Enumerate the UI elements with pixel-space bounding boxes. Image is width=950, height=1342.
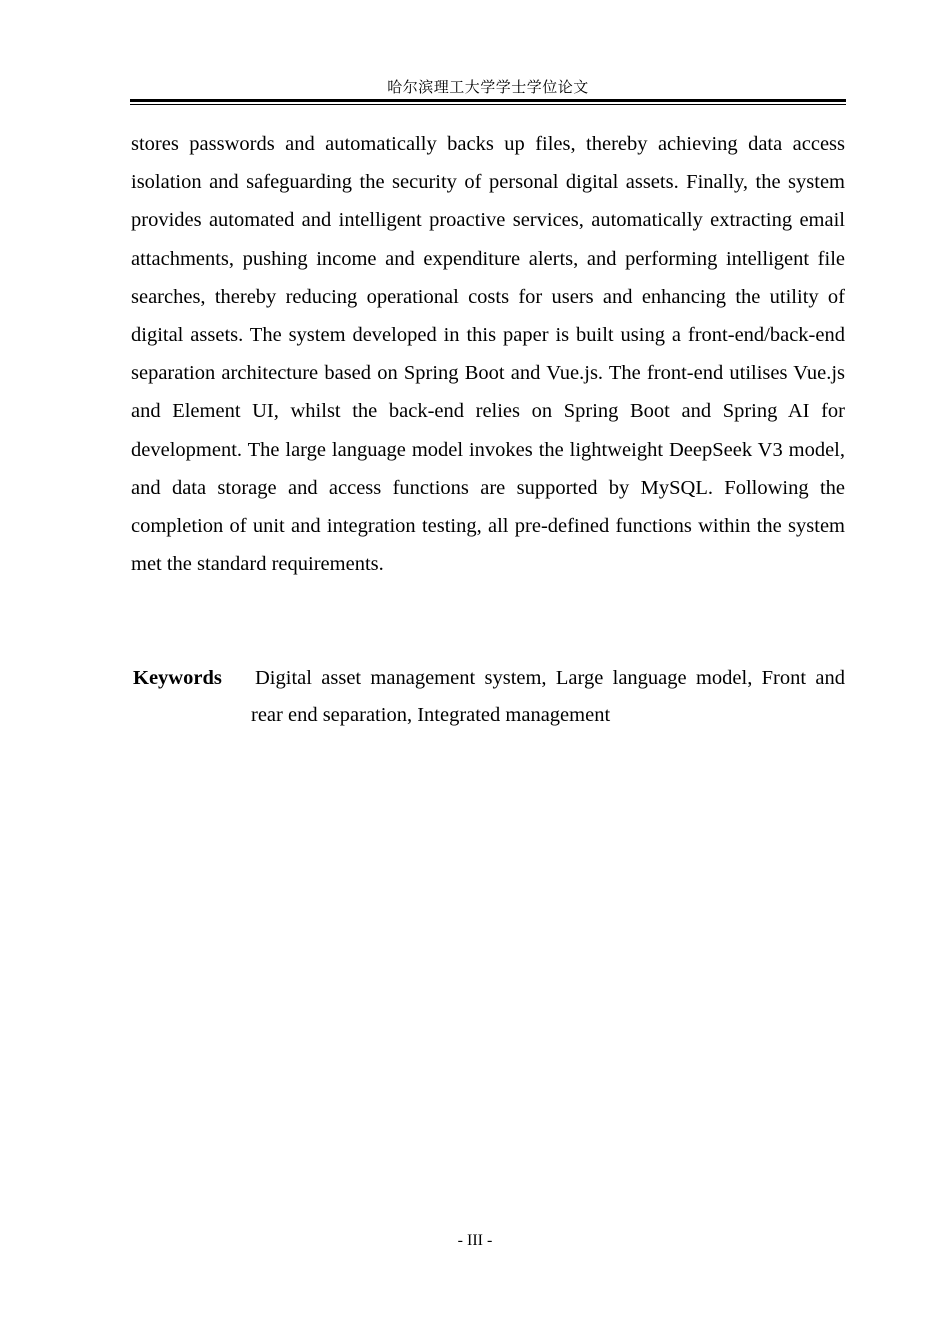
running-header: 哈尔滨理工大学学士学位论文 (387, 80, 589, 96)
page-number: - III - (457, 1232, 493, 1249)
abstract-paragraph: stores passwords and automatically backs up files, thereby achieving data access isolation and safeguarding the security of personal digital assets. Finally, the system provides automated and intelligent proactive services, automatically extracting email attachments, pushing income and expenditure alerts, and performing intelligent file searches, thereby reducing operational costs for users and enhancing the utility of digital assets. The system developed in this paper is built using a front-end/back-end separation architecture based on Spring Boot and Vue.js. The front-end utilises Vue.js and Element UI, whilst the back-end relies on Spring Boot and Spring AI for development. The large language model invokes the lightweight DeepSeek V3 model, and data storage and access functions are supported by MySQL. Following the completion of unit and integration testing, all pre-defined functions within the system met the standard requirements. (131, 133, 845, 576)
header-rule-thin (130, 104, 846, 105)
header-rule-thick (130, 99, 846, 102)
keywords-block (131, 660, 845, 734)
keywords-label: Keywords (133, 667, 222, 689)
keywords-text: Digital asset management system, Large language model, Front and rear end separation, Integrated management (251, 667, 845, 726)
